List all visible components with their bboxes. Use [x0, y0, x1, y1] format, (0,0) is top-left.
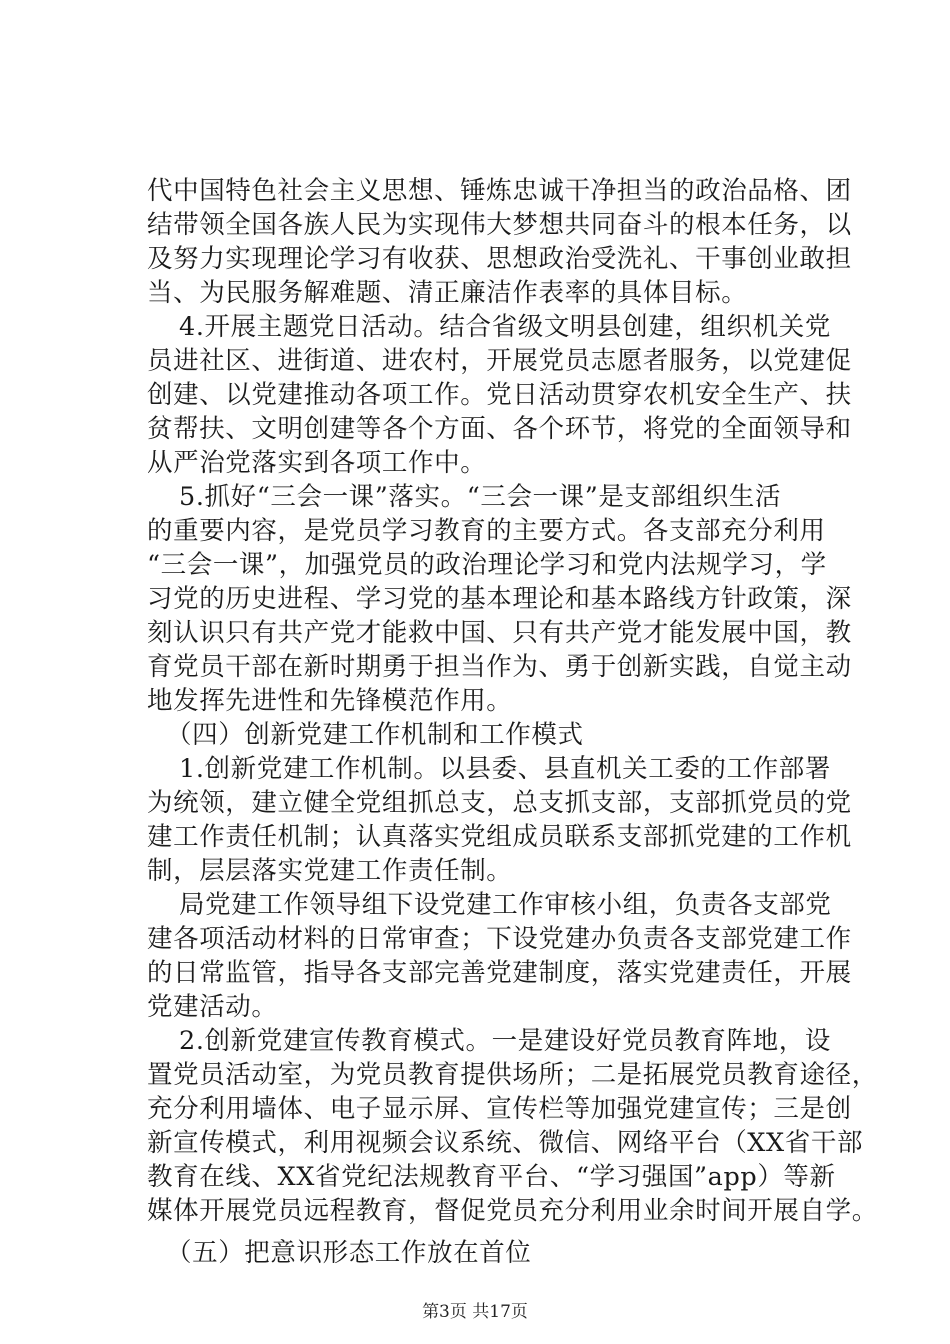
text-line: 当、为民服务解难题、清正廉洁作表率的具体目标。 [147, 278, 748, 308]
text-line: 新宣传模式，利用视频会议系统、微信、网络平台（XX省干部 [147, 1128, 864, 1158]
text-line: 4.开展主题党日活动。结合省级文明县创建，组织机关党 [179, 312, 831, 342]
text-line: 及努力实现理论学习有收获、思想政治受洗礼、干事创业敢担 [147, 244, 852, 274]
text-line: 建各项活动材料的日常审查；下设党建办负责各支部党建工作 [147, 924, 852, 954]
text-line: 习党的历史进程、学习党的基本理论和基本路线方针政策，深 [147, 584, 852, 614]
text-line: 育党员干部在新时期勇于担当作为、勇于创新实践，自觉主动 [147, 652, 852, 682]
text-line: 充分利用墙体、电子显示屏、宣传栏等加强党建宣传；三是创 [147, 1094, 852, 1124]
text-line: 创建、以党建推动各项工作。党日活动贯穿农机安全生产、扶 [147, 380, 852, 410]
text-line: 置党员活动室，为党员教育提供场所；二是拓展党员教育途径， [147, 1060, 878, 1090]
text-line: 刻认识只有共产党才能救中国、只有共产党才能发展中国，教 [147, 618, 852, 648]
page-number-footer: 第3页 共17页 [422, 1302, 528, 1322]
text-line: 1.创新党建工作机制。以县委、县直机关工委的工作部署 [179, 754, 831, 784]
text-line: 媒体开展党员远程教育，督促党员充分利用业余时间开展自学。 [147, 1196, 878, 1226]
section-heading: （四）创新党建工作机制和工作模式 [166, 720, 584, 750]
text-line: 从严治党落实到各项工作中。 [147, 448, 487, 478]
text-line: 党建活动。 [147, 992, 278, 1022]
text-line: 5.抓好“三会一课”落实。“三会一课”是支部组织生活 [179, 482, 782, 512]
text-line: 的日常监管，指导各支部完善党建制度，落实党建责任，开展 [147, 958, 852, 988]
text-line: 建工作责任机制；认真落实党组成员联系支部抓党建的工作机 [147, 822, 852, 852]
text-line: 为统领，建立健全党组抓总支，总支抓支部，支部抓党员的党 [147, 788, 852, 818]
text-line: 员进社区、进街道、进农村，开展党员志愿者服务，以党建促 [147, 346, 852, 376]
text-line: 地发挥先进性和先锋模范作用。 [147, 686, 513, 716]
text-line: “三会一课”，加强党员的政治理论学习和党内法规学习，学 [147, 550, 827, 580]
text-line: 贫帮扶、文明创建等各个方面、各个环节，将党的全面领导和 [147, 414, 852, 444]
text-line: 制，层层落实党建工作责任制。 [147, 856, 513, 886]
section-heading: （五）把意识形态工作放在首位 [166, 1238, 532, 1268]
text-line: 教育在线、XX省党纪法规教育平台、“学习强国”app）等新 [147, 1162, 836, 1192]
text-line: 的重要内容，是党员学习教育的主要方式。各支部充分利用 [147, 516, 826, 546]
text-line: 代中国特色社会主义思想、锤炼忠诚干净担当的政治品格、团 [147, 176, 852, 206]
text-line: 2.创新党建宣传教育模式。一是建设好党员教育阵地，设 [179, 1026, 831, 1056]
text-line: 局党建工作领导组下设党建工作审核小组，负责各支部党 [179, 890, 832, 920]
text-line: 结带领全国各族人民为实现伟大梦想共同奋斗的根本任务，以 [147, 210, 852, 240]
